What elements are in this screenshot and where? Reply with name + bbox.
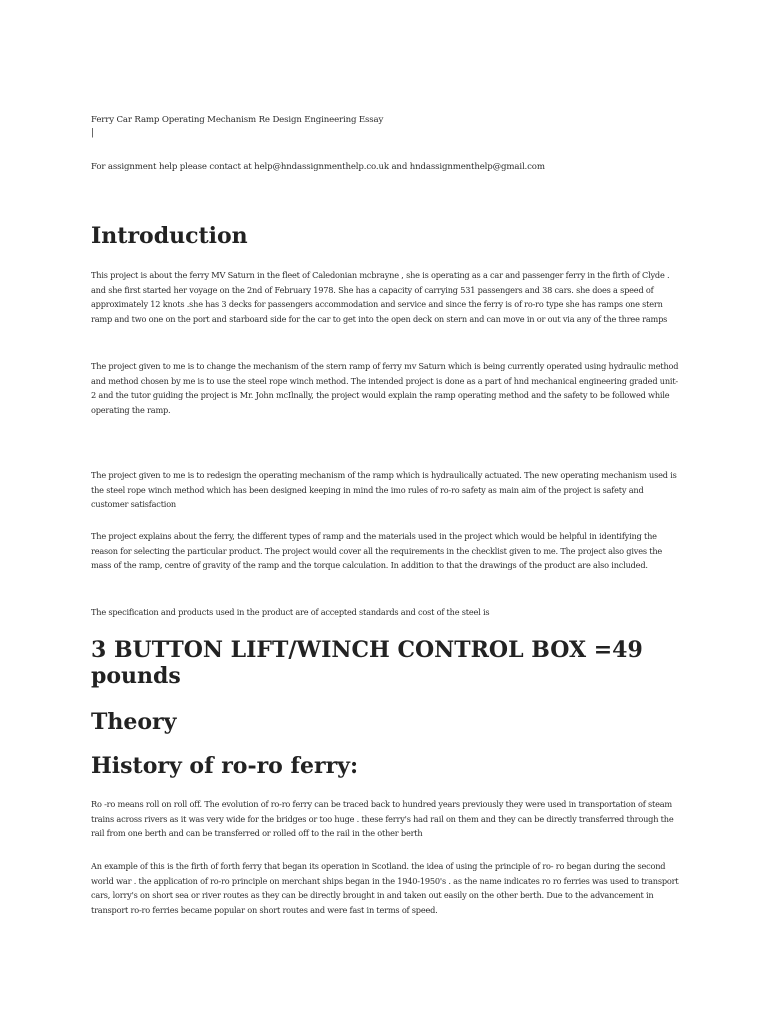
paragraph-intro-2: The project given to me is to change the mechanism of the stern ramp of ferry mv Saturn which is being currently operated using hydraulic method and method chosen by me is to use the steel rope winch method. The intended project is done as a part of hnd mechanical engineering graded unit-2 and the tutor guiding the project is Mr. John mcIlnally, the project would explain the ramp operating method and the safety to be followed while operating the ramp. bbox=[91, 361, 679, 416]
heading-history: History of ro-ro ferry: bbox=[91, 753, 359, 779]
text-cursor: | bbox=[91, 128, 95, 138]
heading-introduction: Introduction bbox=[91, 223, 248, 249]
heading-control-box: 3 BUTTON LIFT/WINCH CONTROL BOX =49 pounds bbox=[91, 637, 643, 689]
paragraph-history-1: Ro -ro means roll on roll off. The evolution of ro-ro ferry can be traced back to hundred years previously they were used in transportation of steam trains across rivers as it was very wide for the bridges or too huge . these ferry's had rail on them and they can be directly transferred through the rail from one berth and can be transferred or rolled off to the rail in the other berth bbox=[91, 799, 674, 839]
paragraph-history-2: An example of this is the firth of forth ferry that began its operation in Scotland. the idea of using the principle of ro- ro began during the second world war . the application of ro-ro principle on merchant ships began in the 1940-1950's . as the name indicates ro ro ferries was used to transport cars, lorry's on short sea or river routes as they can be directly brought in and taken out easily on the other berth. Due to the advancement in transport ro-ro ferries became popular on short routes and were fast in terms of speed. bbox=[91, 861, 679, 916]
document-title: Ferry Car Ramp Operating Mechanism Re Design Engineering Essay bbox=[91, 115, 384, 125]
paragraph-intro-4: The project explains about the ferry, the different types of ramp and the materials used in the project which would be helpful in identifying the reason for selecting the particular product. The project would cover all the requirements in the checklist given to me. The project also gives the mass of the ramp, centre of gravity of the ramp and the torque calculation. In addition to that the drawings of the product are also included. bbox=[91, 531, 663, 571]
paragraph-intro-3: The project given to me is to redesign the operating mechanism of the ramp which is hydraulically actuated. The new operating mechanism used is the steel rope winch method which has been designed keeping in mind the imo rules of ro-ro safety as main aim of the project is safety and customer satisfaction bbox=[91, 470, 677, 510]
paragraph-intro-1: This project is about the ferry MV Saturn in the fleet of Caledonian mcbrayne , she is operating as a car and passenger ferry in the firth of Clyde . and she first started her voyage on the 2nd of February 1978. She has a capacity of carrying 531 passengers and 38 cars. she does a speed of approximately 12 knots .she has 3 decks for passengers accommodation and service and since the ferry is of ro-ro type she has ramps one stern ramp and two one on the port and starboard side for the car to get into the open deck on stern and can move in or out via any of the three ramps bbox=[91, 270, 670, 325]
paragraph-intro-5: The specification and products used in the product are of accepted standards and cost of the steel is bbox=[91, 607, 490, 617]
heading-theory: Theory bbox=[91, 709, 177, 735]
contact-line: For assignment help please contact at help@hndassignmenthelp.co.uk and hndassignmenthelp@gmail.com bbox=[91, 162, 545, 172]
